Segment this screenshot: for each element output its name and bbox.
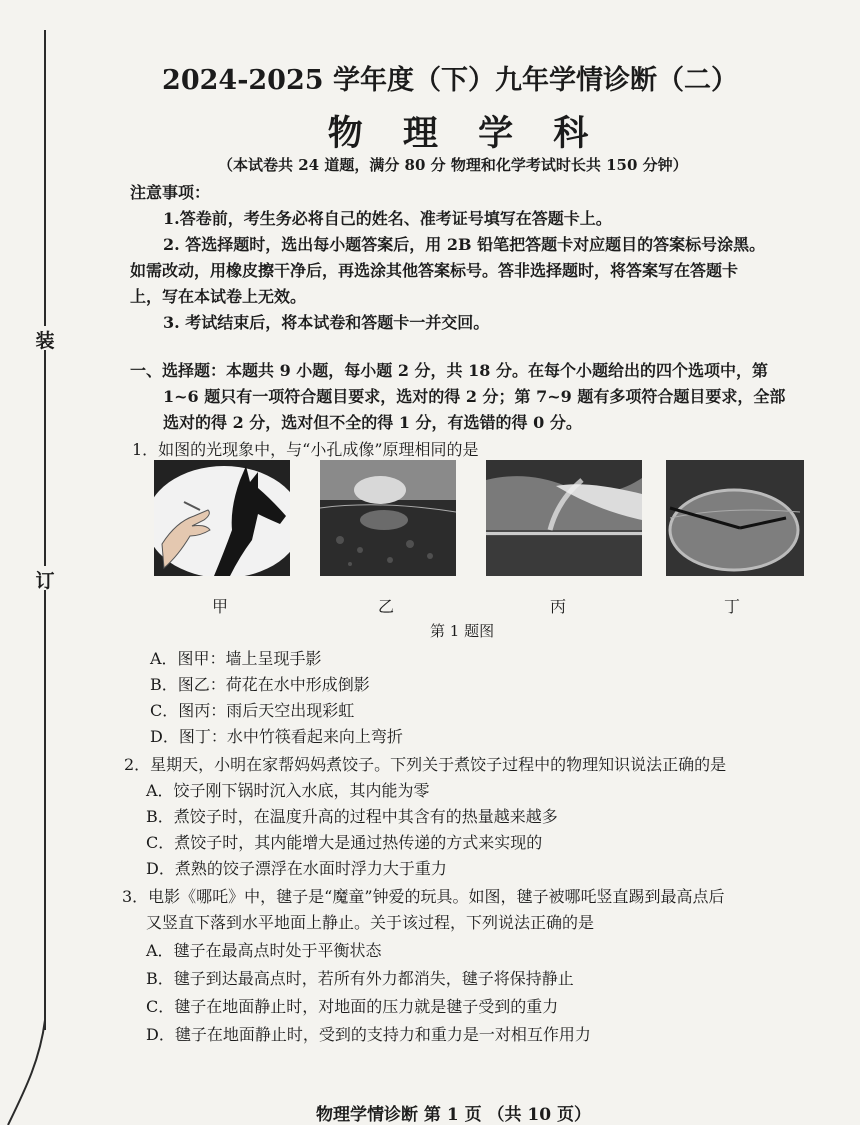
figure-yi-lotus-reflection xyxy=(320,460,456,576)
section1-line2: 1~6 题只有一项符合题目要求，选对的得 2 分；第 7~9 题有多项符合题目要求，全部 xyxy=(163,387,786,406)
q2-stem: 2．星期天，小明在家帮妈妈煮饺子。下列关于煮饺子过程中的物理知识说法正确的是 xyxy=(124,755,727,774)
figure-ding-bent-chopstick xyxy=(666,460,804,576)
q1-option-b: B．图乙：荷花在水中形成倒影 xyxy=(150,675,370,694)
q1-option-d: D．图丁：水中竹筷看起来向上弯折 xyxy=(150,727,403,746)
notice-item-2c: 上，写在本试卷上无效。 xyxy=(130,287,307,306)
q2-option-d: D．煮熟的饺子漂浮在水面时浮力大于重力 xyxy=(146,859,447,878)
q3-option-c: C．毽子在地面静止时，对地面的压力就是毽子受到的重力 xyxy=(146,997,559,1016)
figure-bing-rainbow xyxy=(486,460,642,576)
q2-option-a: A．饺子刚下锅时沉入水底，其内能为零 xyxy=(146,781,430,800)
section1-line3: 选对的得 2 分，选对但不全的得 1 分，有选错的得 0 分。 xyxy=(163,413,582,432)
binding-mark-ding: 订 xyxy=(34,566,56,590)
figure-caption: 第 1 题图 xyxy=(430,622,495,640)
binding-line xyxy=(44,30,46,1030)
exam-info: （本试卷共 24 道题，满分 80 分 物理和化学考试时长共 150 分钟） xyxy=(218,156,688,174)
notice-item-1: 1.答卷前，考生务必将自己的姓名、准考证号填写在答题卡上。 xyxy=(163,209,612,228)
q1-figures xyxy=(150,460,810,580)
notice-item-2b: 如需改动，用橡皮擦干净后，再选涂其他答案标号。答非选择题时，将答案写在答题卡 xyxy=(130,261,739,280)
binding-mark-zhuang: 装 xyxy=(34,326,56,350)
q1-option-a: A．图甲：墙上呈现手影 xyxy=(150,649,322,668)
page-footer: 物理学情诊断 第 1 页 （共 10 页） xyxy=(316,1105,591,1125)
notice-item-2a: 2. 答选择题时，选出每小题答案后，用 2B 铅笔把答题卡对应题目的答案标号涂黑。 xyxy=(163,235,766,254)
q1-option-c: C．图丙：雨后天空出现彩虹 xyxy=(150,701,355,720)
figure-label-ding: 丁 xyxy=(723,597,740,616)
q3-option-d: D．毽子在地面静止时，受到的支持力和重力是一对相互作用力 xyxy=(146,1025,591,1044)
notice-item-3: 3. 考试结束后，将本试卷和答题卡一并交回。 xyxy=(163,313,490,332)
figure-label-jia: 甲 xyxy=(211,597,228,616)
q2-option-c: C．煮饺子时，其内能增大是通过热传递的方式来实现的 xyxy=(146,833,543,852)
q3-option-a: A．毽子在最高点时处于平衡状态 xyxy=(146,941,382,960)
q3-stem-line2: 又竖直下落到水平地面上静止。关于该过程，下列说法正确的是 xyxy=(146,913,595,932)
exam-title: 2024-2025 学年度（下）九年学情诊断（二） xyxy=(162,65,738,96)
q3-option-b: B．毽子到达最高点时，若所有外力都消失，毽子将保持静止 xyxy=(146,969,574,988)
figure-label-yi: 乙 xyxy=(377,597,394,616)
q1-stem: 1．如图的光现象中，与“小孔成像”原理相同的是 xyxy=(132,440,479,459)
q3-stem-line1: 3．电影《哪吒》中，毽子是“魔童”钟爱的玩具。如图，毽子被哪吒竖直踢到最高点后 xyxy=(122,887,725,906)
subject-title: 物 理 学 科 xyxy=(327,113,603,154)
figure-jia-hand-shadow xyxy=(154,460,290,576)
notice-heading: 注意事项： xyxy=(130,183,211,202)
binding-curve xyxy=(0,1020,60,1125)
section1-line1: 一、选择题：本题共 9 小题，每小题 2 分，共 18 分。在每个小题给出的四个选项中，第 xyxy=(130,361,768,380)
q2-option-b: B．煮饺子时，在温度升高的过程中其含有的热量越来越多 xyxy=(146,807,558,826)
figure-label-bing: 丙 xyxy=(549,597,566,616)
